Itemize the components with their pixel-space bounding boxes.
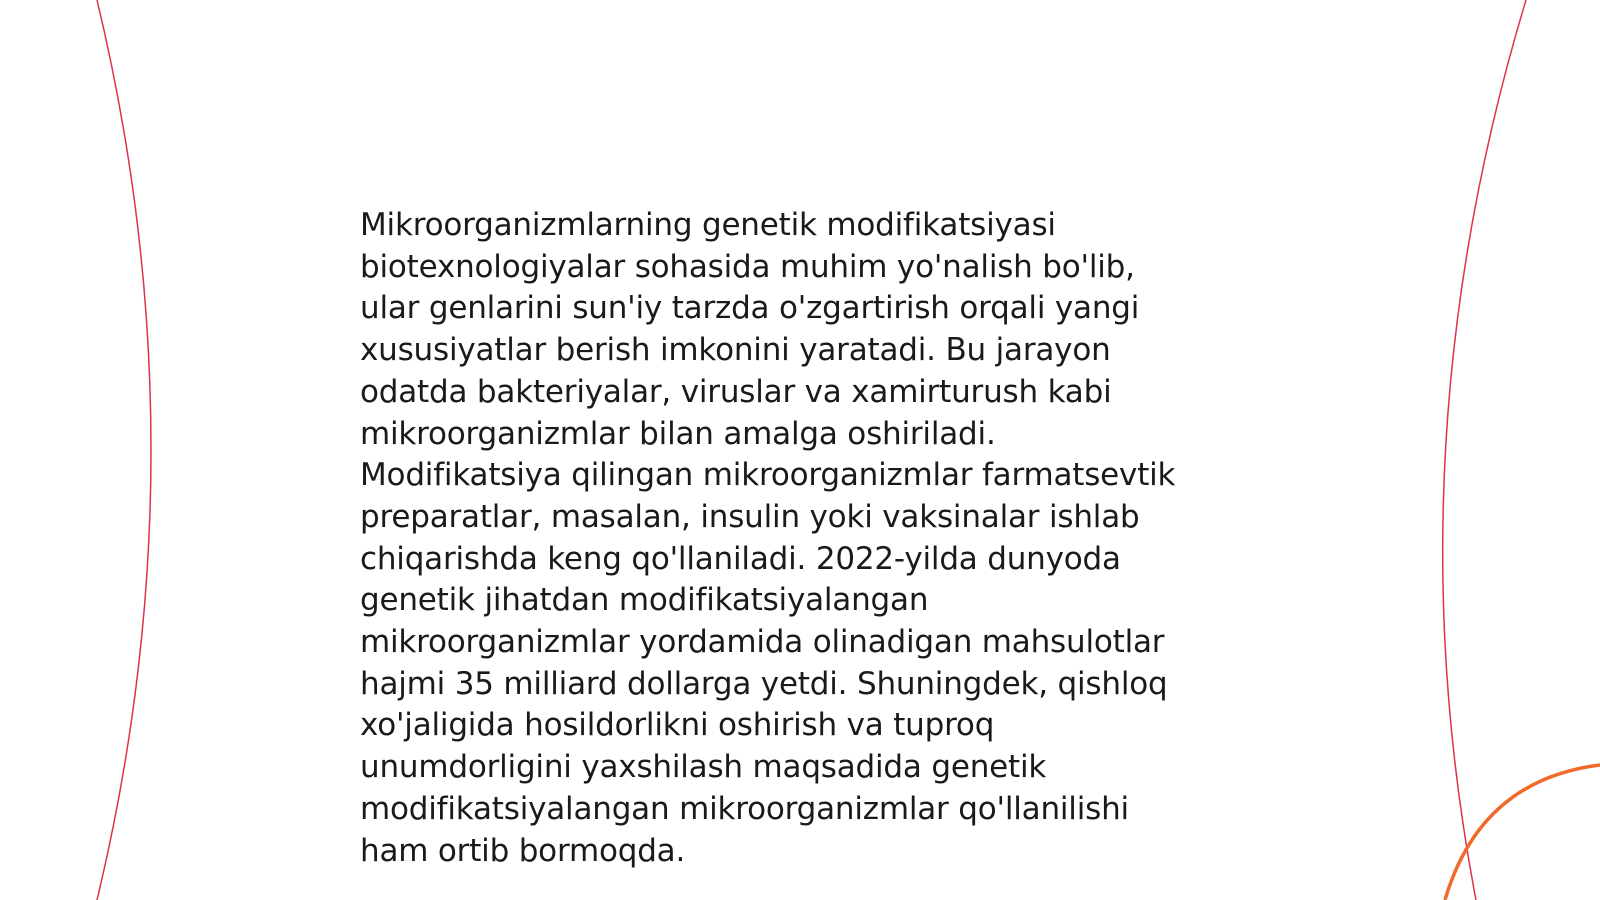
paragraph-line: xo'jaligida hosildorlikni oshirish va tuproq — [360, 707, 995, 744]
paragraph-line: Mikroorganizmlarning genetik modifikatsiyasi — [360, 207, 1056, 243]
right-curve — [1443, 0, 1526, 900]
paragraph-line: odatda bakteriyalar, viruslar va xamirturush kabi — [360, 373, 1112, 410]
paragraph-line: biotexnologiyalar sohasida muhim yo'nalish bo'lib, — [360, 248, 1135, 285]
paragraph-line: xususiyatlar berish imkonini yaratadi. Bu jarayon — [360, 332, 1111, 369]
paragraph-line: genetik jihatdan modifikatsiyalangan — [360, 582, 929, 619]
paragraph-line: ham ortib bormoqda. — [360, 832, 686, 869]
paragraph-line: mikroorganizmlar bilan amalga oshiriladi. — [360, 415, 996, 452]
paragraph-line: unumdorligini yaxshilash maqsadida genetik — [360, 749, 1047, 786]
paragraph-line: chiqarishda keng qo'llaniladi. 2022-yilda dunyoda — [360, 540, 1121, 577]
body-paragraph — [360, 205, 1240, 872]
corner-arc — [1445, 765, 1600, 900]
paragraph-line: mikroorganizmlar yordamida olinadigan mahsulotlar — [360, 624, 1165, 661]
paragraph-line: preparatlar, masalan, insulin yoki vaksinalar ishlab — [360, 498, 1140, 535]
paragraph-line: Modifikatsiya qilingan mikroorganizmlar farmatsevtik — [360, 457, 1176, 494]
paragraph-line: hajmi 35 milliard dollarga yetdi. Shuningdek, qishloq — [360, 665, 1168, 702]
paragraph-line: ular genlarini sun'iy tarzda o'zgartirish orqali yangi — [360, 290, 1140, 327]
paragraph-line: modifikatsiyalangan mikroorganizmlar qo'llanilishi — [360, 790, 1129, 827]
left-curve — [97, 0, 151, 900]
